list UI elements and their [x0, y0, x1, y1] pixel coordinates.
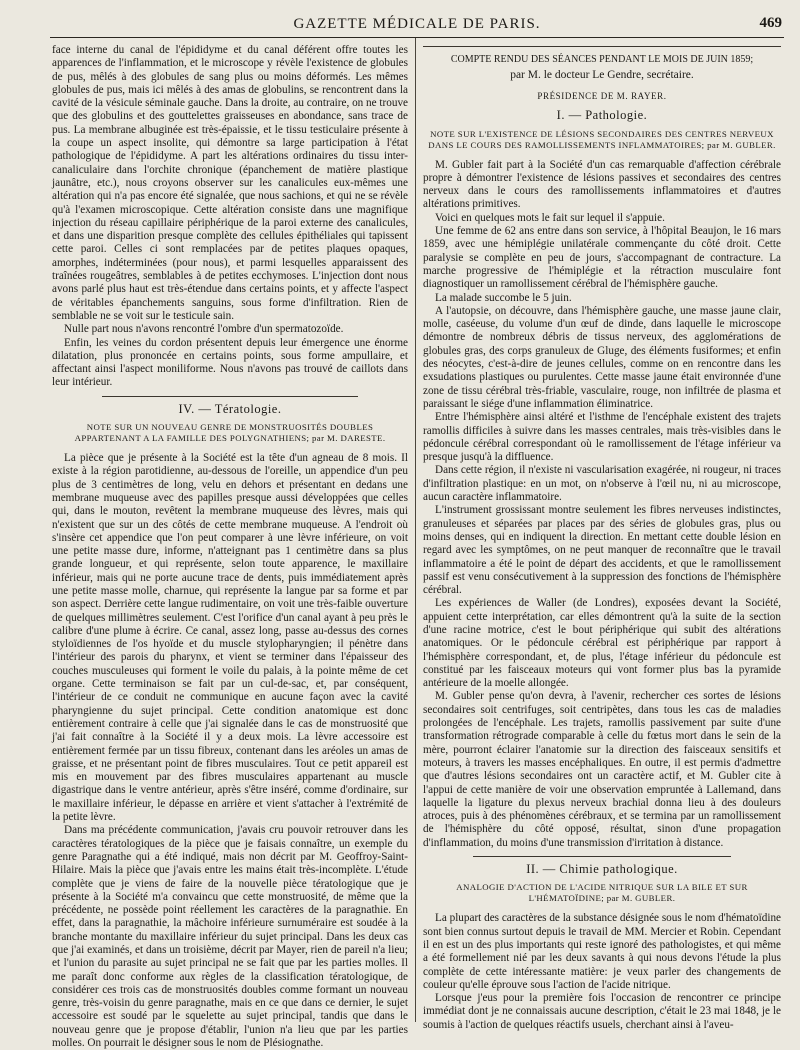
running-head — [50, 14, 784, 36]
paragraph: Voici en quelques mots le fait sur lequel il s'appuie. — [435, 211, 665, 224]
paragraph: La malade succombe le 5 juin. — [435, 291, 572, 304]
presidence-line: PRÉSIDENCE DE M. RAYER. — [537, 91, 667, 101]
paragraph: Enfin, les veines du cordon présentent depuis leur émergence une énorme dilatation, plus prononcée en certains points, sous forme ampullaire, et affectant ainsi l'aspect moniliforme. Nous n'avons pas trouvé de caillots dans leur intérieur. — [52, 336, 408, 389]
report-heading: COMPTE RENDU DES SÉANCES PENDANT LE MOIS DE JUIN 1859; — [450, 54, 754, 65]
journal-title: GAZETTE MÉDICALE DE PARIS. — [293, 16, 541, 32]
section-rule — [473, 856, 731, 857]
column-divider — [415, 38, 416, 1022]
paragraph: La pièce que je présente à la Société est la tête d'un agneau de 8 mois. Il existe à la région parotidienne, au-dessous de l'oreille, un appendice d'un peu plus de 3 centimètres de long, velu en dehors et présentant en dedans une membrane muqueuse avec des papilles presque aussi développées que celles qui, dans le mouton, revêtent la membrane muqueuse des lèvres, mais qui n'existent que sur un des côtés de cette membrane muqueuse. A l'endroit où s'insère cet appendice que l'on peut comparer à une lèvre inférieure, on voit une petite masse dure, informe, n'atteignant pas 1 centimètre dans sa plus grande longueur, et qui représente, selon toute apparence, le maxillaire inférieur, mais qui ne porte aucune trace de dents, puis immédiatement après une petite masse molle, charnue, qui représente la langue par sa forme et par son aspect. Derrière cette langue rudimentaire, on voit une très-faible ouverture de quelques millimètres seulement. C'est l'orifice d'un canal ayant à peu près le calibre d'une plume à écrire. Ce canal, assez long, passe au-dessus des cornes styloïdiennes de l'os hyoïde et du muscle stylopharyngien; il pénètre dans l'intérieur des parois du pharynx, et vient se terminer dans l'épaisseur des couches musculeuses qui forment le voile du palais, à la pointe même de cet organe. Cette terminaison se fait par un cul-de-sac, et, par conséquent, l'intérieur de ce conduit ne communique en aucune façon avec la cavité pharyngienne du sujet principal. Cette condition anatomique est donc entièrement contraire à celle que j'ai signalée dans le cas de monstruosité que j'ai fait connaître à la Société il y a deux mois. La lèvre accessoire est entièrement fermée par un tissu fibreux, contenant dans les aréoles un amas de graisse, et ne présentant point de fibres musculaires. Tout ce petit appareil est mis en mouvement par des fibres musculaires appartenant au muscle digastrique dans le ventre antérieur, après s'être inséré, comme d'ordinaire, sur le maxillaire inférieur, le dépasse en arrière et vient s'attacher à l'extrémité de la petite lèvre. — [52, 452, 408, 824]
report-secretary: par M. le docteur Le Gendre, secrétaire. — [510, 69, 694, 81]
paragraph: face interne du canal de l'épididyme et du canal déférent offre toutes les apparences de l'inflammation, et le microscope y révèle l'existence de globules de pus, mêlés à des globules de sang plus ou moins déformés. Les mêmes globules de pus, mais ici mêlés à des amas de globulins, se rencontrent dans la cavité de la vésicule séminale gauche. Dans la droite, au contraire, on ne trouve que des globulins et des gouttelettes graisseuses en abondance, sans trace de pus. La membrane albuginée est très-épaissie, et le tissu testiculaire présente à la coupe un aspect insolite, qui démontre sa large participation à l'état pathologique de l'épididyme. A part les altérations ordinaires du tissu inter-canaliculaire dans l'orchite chronique (épanchement de matière plastique jaunâtre, etc.), nous croyons observer sur les canalicules eux-mêmes une altération qui n'a pas encore été signalée, que nous sachions, et qui ne se révèle qu'à l'examen microscopique. Cette altération consiste dans une magnifique injection du réseau capillaire périphérique de la paroi externe des canalicules, et dans une disparition presque complète des cellules épithéliales qui tapissent cette paroi. Celles ci sont remplacées par de petites plaques opaques, amorphes, indéterminées (pour nous), et parmi lesquelles apparaissent des traînées rougeâtres, semblables à de petites ecchymoses. L'injection dont nous avons parlé plus haut est très-étendue dans certains points, et y affecte l'aspect de véritables épanchements sanguins, sous forme d'infiltration. Rien de semblable ne se voit sur le testicule sain. — [52, 44, 408, 322]
section-title-teratologie: IV. — Tératologie. — [178, 401, 282, 416]
article-title-dareste: NOTE SUR UN NOUVEAU GENRE DE MONSTRUOSITÉS DOUBLES APPARTENANT A LA FAMILLE DES POLYGNATHIENS; par M. DARESTE. — [74, 422, 386, 444]
paragraph: Lorsque j'eus pour la première fois l'occasion de rencontrer ce principe immédiat dont je ne connaissais aucune description, c'était le 23 mai 1848, je le soumis à l'action de quelques réactifs usuels, cherchant ainsi à l'aveu- — [423, 992, 781, 1031]
header-rule — [50, 37, 784, 38]
paragraph: Une femme de 62 ans entre dans son service, à l'hôpital Beaujon, le 16 mars 1859, avec une hémiplégie unilatérale commençante du côté droit. Cette paralysie se complète en peu de jours, s'accompagnant de contracture. La marche progressive de l'hémiplégie et la rétraction musculaire font diagnostiquer un ramollissement cérébral de l'hémisphère gauche. — [423, 225, 781, 291]
paragraph: A l'autopsie, on découvre, dans l'hémisphère gauche, une masse jaune clair, molle, caséeuse, du volume d'un œuf de dinde, dans laquelle le microscope démontre de nombreux débris de tissus nerveux, des agglomérations de globules gras, des corps granuleux de Gluge, des éléments fusiformes; et enfin des néocytes, c'est-à-dire de jeunes cellules, comme on en rencontre dans les exsudations plastiques ou purulentes. Cette masse jaune était environnée d'une zone de tissu cérébral très-friable, vasculaire, rouge, non infiltrée de plasma et paraissant le siége d'une inflammation éliminatrice. — [423, 304, 781, 410]
paragraph: La plupart des caractères de la substance désignée sous le nom d'hématoïdine sont bien connus surtout depuis le travail de MM. Mercier et Robin. Cependant il en est un des plus importants qui reste ignoré des pathologistes, et qui même a été formellement nié par les deux savants à qui nous devons l'étude la plus complète de cette intéressante matière: je veux parler des changements de couleur qu'elle éprouve sous l'action de l'acide nitrique. — [423, 912, 781, 991]
paragraph: M. Gubler fait part à la Société d'un cas remarquable d'affection cérébrale propre à démontrer l'existence de lésions passives et secondaires des centres nerveux dans le cours des ramollissements inflammatoires et d'autres altérations primitives. — [423, 158, 781, 211]
section-rule — [423, 46, 781, 47]
paragraph: Les expériences de Waller (de Londres), exposées devant la Société, appuient cette interprétation, car elles démontrent qu'à la suite de la section d'une racine motrice, c'est le bout périphérique qui subit des altérations anatomiques. Or le pédoncule cérébral est périphérique par rapport à l'hémisphère correspondant, et, de plus, l'étage inférieur du pédoncule est constitué par les faisceaux moteurs qui vont former plus bas la pyramide antérieure de la moelle allongée. — [423, 597, 781, 690]
paragraph: L'instrument grossissant montre seulement les fibres nerveuses indistinctes, granuleuses et séparées par places par des séries de globules gras, plus ou moins denses, qui en indiquent la direction. En mettant cette double lésion en regard avec les symptômes, on ne peut manquer de reconnaître que le travail inflammatoire a été le point de départ des accidents, et que le ramollissement passif est venu consécutivement à la suppression des fonctions de l'hémisphère cérébral. — [423, 504, 781, 597]
paragraph: Dans cette région, il n'existe ni vascularisation exagérée, ni rougeur, ni traces d'infiltration plastique: en un mot, on n'observe à l'œil nu, ni au microscope, aucun caractère inflammatoire. — [423, 464, 781, 504]
paragraph: Nulle part nous n'avons rencontré l'ombre d'un spermatozoïde. — [64, 323, 344, 336]
right-column — [423, 44, 781, 1031]
page-number: 469 — [759, 15, 782, 31]
section-rule — [102, 396, 358, 397]
paragraph: Dans ma précédente communication, j'avais cru pouvoir retrouver dans les caractères tératologiques de la pièce que je faisais connaître, un exemple du genre Paragnathe qui a été indiqué, mais non décrit par M. Geoffroy-Saint-Hilaire. Mais la pièce que j'avais entre les mains était très-incomplète. L'étude complète que je viens de faire de la nouvelle pièce tératologique que je présente à la Société m'a convaincu que cette monstruosité, de même que la précédente, ne possède point réellement les caractères de la paragnathie. En effet, dans la paragnathie, la mâchoire inférieure surnuméraire est soudée à la branche montante du maxillaire inférieur du sujet principal. Dans les deux cas que j'ai examinés, et dans un troisième, décrit par Mayer, rien de pareil n'a lieu; et l'union du parasite au sujet principal ne se fait que par les parties molles. Il me paraît donc conforme aux règles de la classification tératologique, de considérer ces trois cas de monstruosités doubles comme formant un nouveau genre, très-voisin du genre paragnathe, mais en ce que dans ce dernier, le sujet accessoire est soudé par le squelette au sujet principal, tandis que dans le nouveau genre que je propose d'établir, l'union n'a lieu que par les parties molles. On pourrait le désigner sous le nom de Plésiognathe. — [52, 824, 408, 1050]
article-title-gubler-lesions: NOTE SUR L'EXISTENCE DE LÉSIONS SECONDAIRES DES CENTRES NERVEUX DANS LE COURS DES RAMOLLISSEMENTS INFLAMMATOIRES; par M. GUBLER. — [428, 128, 776, 150]
left-column — [52, 44, 408, 1050]
section-title-pathologie: I. — Pathologie. — [556, 108, 648, 123]
paragraph: M. Gubler pense qu'on devra, à l'avenir, rechercher ces sortes de lésions secondaires soit centrifuges, soit centripètes, dans tous les cas de maladies prolongées de l'encéphale. Les trajets, ramollis passivement par suite d'une transformation rétrograde comparable à celle du fœtus mort dans le sein de la mère, pourront éclairer l'anatomie sur la direction des faisceaux sensitifs et moteurs, à travers les masses encéphaliques. En outre, il est permis d'admettre que d'autres lésions secondaires ont un caractère actif, et M. Gubler cite à l'appui de cette manière de voir une observation empruntée à Lallemand, dans laquelle la ligature du plexus nerveux brachial donna lieu à des douleurs atroces, puis à des phénomènes cérébraux, et se termina par un ramollissement de l'hémisphère du côté opposé, résultat, sinon d'une propagation d'inflammation, du moins d'une transmission d'irritation à distance. — [423, 690, 781, 849]
paragraph: Entre l'hémisphère ainsi altéré et l'isthme de l'encéphale existent des trajets ramollis difficiles à suivre dans les masses centrales, mais très-visibles dans le pédoncule cérébral correspondant où le ramollissement de l'étage inférieur va presque jusqu'à la diffluence. — [423, 411, 781, 464]
article-title-gubler-acide: ANALOGIE D'ACTION DE L'ACIDE NITRIQUE SUR LA BILE ET SUR L'HÉMATOÏDINE; par M. GUBLER. — [456, 882, 748, 904]
section-title-chimie: II. — Chimie pathologique. — [526, 862, 678, 877]
